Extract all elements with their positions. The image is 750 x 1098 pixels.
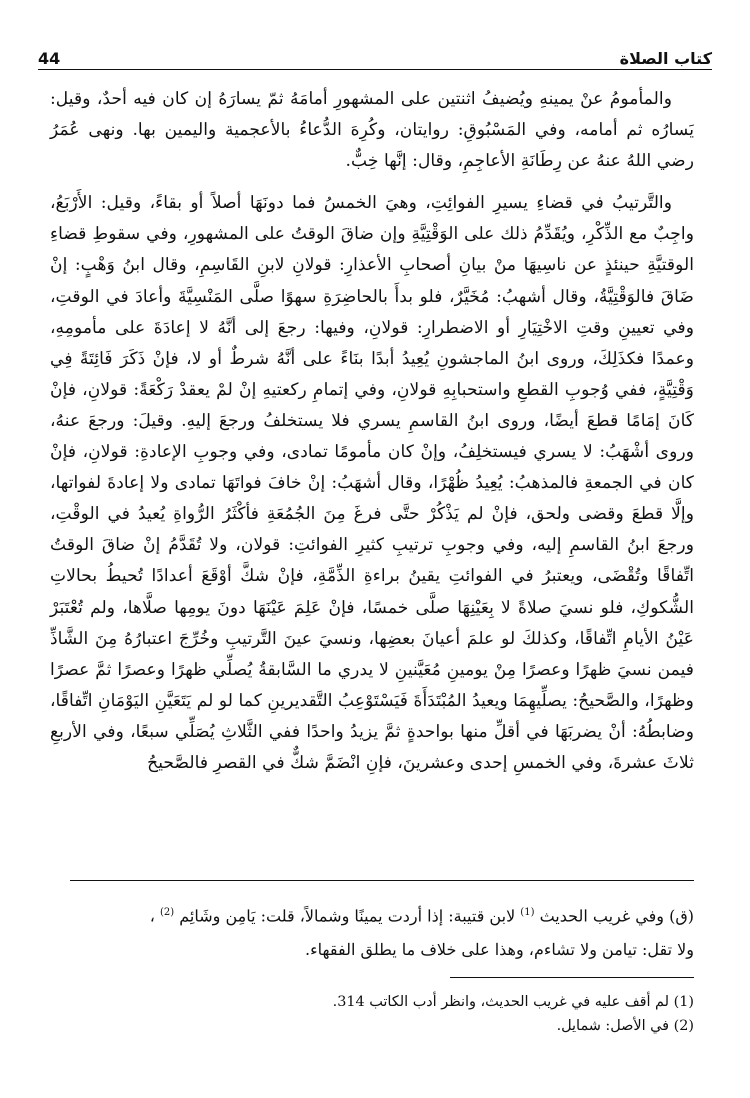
page-number: 44: [38, 49, 61, 68]
footnote-number: (2): [673, 1018, 694, 1034]
marginal-note-line-2: ولا تقل: تيامن ولا تشاءم، وهذا على خلاف ما يطلق الفقهاء.: [305, 940, 694, 960]
footnote-ref-1: (1): [520, 907, 535, 918]
marginal-note: [50, 896, 694, 967]
footnote-text: لم أقف عليه في غريب الحديث، وانظر أدب الكاتب 314.: [332, 994, 670, 1010]
marginal-note-divider: [70, 880, 694, 881]
marginal-note-prefix: (ق) وفي غريب الحديث: [539, 906, 694, 926]
header-divider: [38, 69, 712, 70]
footnote-1: [50, 990, 694, 1014]
main-text: [50, 84, 694, 779]
marginal-note-line-1: [50, 896, 694, 933]
marginal-note-end: ،: [149, 906, 155, 926]
running-title: كتاب الصلاة: [619, 49, 712, 68]
footnotes: [50, 990, 694, 1038]
footnote-text: في الأصل: شمايل.: [556, 1018, 670, 1034]
footnote-2: [50, 1014, 694, 1038]
paragraph-1: والمأمومُ عنْ يمينهِ ويُضيفُ اثنتين على المشهورِ أمامَهُ ثمّ يسارَهُ إن كان فيه أحدٌ، وقيل: يَسارُه ثم أمامه، وفي المَسْبُوقِ: روايتان، وكُرِهَ الدُّعاءُ بالأعجمية واليمين بها. ونهى عُمَرُ رضي اللهُ عنهُ عن رِطَانَةِ الأعاجِمِ، وقال: إنَّها خِبٌّ.: [50, 89, 694, 172]
footnote-divider: [450, 977, 694, 978]
footnote-number: (1): [673, 994, 694, 1010]
page-header: [38, 40, 712, 68]
footnote-ref-2: (2): [159, 907, 175, 918]
paragraph-2: والتَّرتيبُ في قضاءِ يسيرِ الفوائِتِ، وهيَ الخمسُ فما دونَهَا أصلاً أو بقاءً، وقيل: الأَرْبَعُ، واجِبٌ مع الذِّكْرِ، ويُقَدِّمُ ذلك على الوَقْتِيَّةِ وإن ضاقَ الوقتُ على المشهورِ، وفي سقوطِ قضاءِ الوقتيَّةِ حينئذٍ عن ناسِيهَا منْ بيانِ أصحابِ الأعذارِ: قولانِ لابنِ القَاسِمِ، وقال ابنُ وَهْبٍ: إنْ ضَاقَ فالوَقْتِيَّةُ، وقال أشهبُ: مُخَيَّرٌ، فلو بدأَ بالحاضِرَةِ سهوًا صلَّى المَنْسِيَّةَ وأعادَ في الوقتِ، وفي تعيينِ وقتِ الاخْتِيَارِ أو الاضطرارِ: قولانِ، وفيها: رجعَ إلى أنَّهُ لا إعادَةَ على مأمومِهِ، وعمدًا فكذَلِكَ، وروى ابنُ الماجشونِ يُعِيدُ أبدًا بنَاءً على أنَّهُ شرطٌ أو لا، فإنْ ذَكَرَ فَائِتَةً فِي وَقْتِيَّةٍ، ففي وُجوبِ القطعِ واستحبابِهِ قولانِ، وفي إتمامِ ركعتيهِ إنْ لمْ يعقدْ رَكْعَةً: قولانِ، فإنْ كَانَ إمَامًا قطعَ أيضًا، وروى ابنُ القاسمِ يسري فلا يستخلفُ ورجعَ إليهِ. وقيلَ: ورجعَ عنهُ، وروى أشْهَبُ: لا يسري فيستخلِفُ، وإنْ كان مأمومًا تمادى، وفي وجوبِ الإعادةِ: قولانِ، فإنْ كان في الجمعةِ فالمذهبُ: يُعِيدُ ظُهْرًا، وقال أشهَبُ: إنْ خافَ فواتَهَا تمادى ولا إعادةَ لفواتها، وإلَّا قطعَ وقضى ولحق، فإنْ لم يَذْكُرْ حتَّى فرغَ مِنَ الجُمُعَةِ فأكْثَرُ الرُّواةِ يُعيدُ في الوقْتِ، ورجعَ ابنُ القاسمِ إليه، وفي وجوبِ ترتيبِ كثيرِ الفوائتِ: قولان، ولا تُقَدَّمُ إنْ ضاقَ الوقتُ اتِّفاقًا وتُقْضَى، ويعتبرُ في الفوائتِ يقينُ براءةِ الذِّمَّةِ، فإنْ شكَّ أوْقَعَ أعدادًا تُحيطُ بحالاتِ الشُّكوكِ، فلو نسيَ صلاةً لا بِعَيْنِهَا صلَّى خمسًا، فإنْ عَلِمَ عَيْنَهَا دونَ يومِها صلَّاها، ولم تُعْتَبَرْ عَيْنُ الأيامِ اتِّفاقًا، وكذلكَ لو علمَ أعيانَ بعضِها، ونسيَ عينَ التَّرتيبِ وخُرِّجَ اعتبارُهُ مِنَ الشَّاذِّ فيمن نسيَ ظهرًا وعصرًا مِنْ يومينِ مُعَيَّنينِ لا يدري ما السَّابقةُ يُصلِّي ظهرًا وعصرًا ثمَّ عصرًا وظهرًا، والصَّحيحُ: يصلِّيهِمَا ويعيدُ المُبْتَدَأَةَ فَيَسْتَوْعِبُ التَّقديرينِ كما لو لم يَتَعَيَّنِ اليَوْمَانِ اتِّفاقًا، وضابطُهُ: أنْ يضربَهَا في أقلِّ منها بواحدةٍ ثمَّ يزيدُ واحدًا ففي الثَّلاثِ يُصَلِّي سبعًا، وفي الأربعِ ثلاثَ عشرةَ، وفي الخمسِ إحدى وعشرينَ، فإنِ انْضَمَّ شكٌّ في القصرِ فالصَّحيحُ: [50, 193, 694, 773]
marginal-note-middle: لابن قتيبة: إذا أردت يمينًا وشمالاً، قلت: يَامِن وشَائِم: [179, 906, 516, 926]
